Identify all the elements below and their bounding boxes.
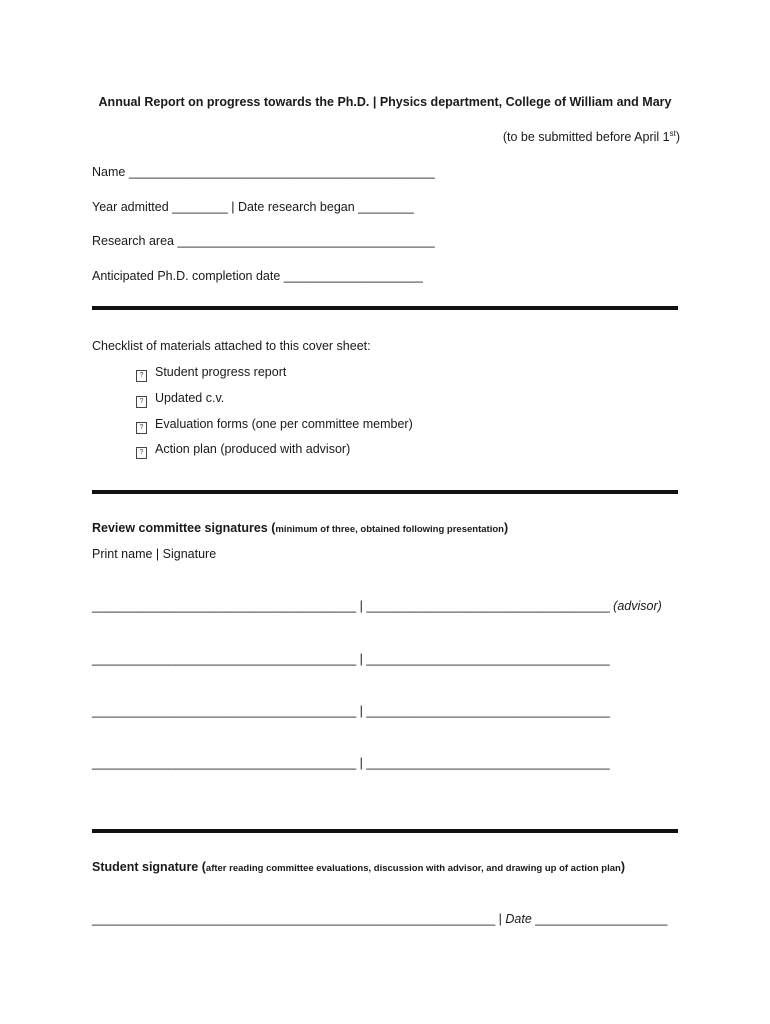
submission-note: (to be submitted before April 1st) [502,128,680,144]
checklist-item[interactable]: ? Evaluation forms (one per committee member) [136,417,413,434]
section-divider [92,306,678,310]
section-divider [92,829,678,833]
completion-date-field[interactable]: Anticipated Ph.D. completion date ____________________ [92,269,423,283]
name-field[interactable]: Name ____________________________________________ [92,165,435,179]
committee-signature-row[interactable]: ______________________________________ | ___________________________________ (advisor) [92,599,662,613]
checkbox-icon[interactable]: ? [136,370,147,382]
committee-heading: Review committee signatures (minimum of three, obtained following presentation) [92,521,509,535]
checkbox-icon[interactable]: ? [136,422,147,434]
checklist-heading: Checklist of materials attached to this cover sheet: [92,339,371,353]
checkbox-icon[interactable]: ? [136,396,147,408]
student-signature-row[interactable]: __________________________________________________________ | Date ___________________ [92,912,668,926]
committee-signature-row[interactable]: ______________________________________ | ___________________________________ [92,652,610,666]
checklist-item[interactable]: ? Action plan (produced with advisor) [136,442,350,459]
checkbox-icon[interactable]: ? [136,447,147,459]
columns-label: Print name | Signature [92,547,217,561]
year-admitted-field[interactable]: Year admitted ________ | Date research began ________ [92,200,414,214]
checklist-item[interactable]: ? Student progress report [136,365,286,382]
date-label: Date [505,912,532,926]
student-signature-heading: Student signature (after reading committee evaluations, discussion with advisor, and drawing up of action plan) [92,860,625,874]
committee-signature-row[interactable]: ______________________________________ | ___________________________________ [92,704,610,718]
advisor-role: (advisor) [613,599,662,613]
document-title: Annual Report on progress towards the Ph.D. | Physics department, College of William and Mary [98,95,672,109]
committee-signature-row[interactable]: ______________________________________ | ___________________________________ [92,756,610,770]
research-area-field[interactable]: Research area _____________________________________ [92,234,435,248]
checklist-item[interactable]: ? Updated c.v. [136,391,224,408]
section-divider [92,490,678,494]
